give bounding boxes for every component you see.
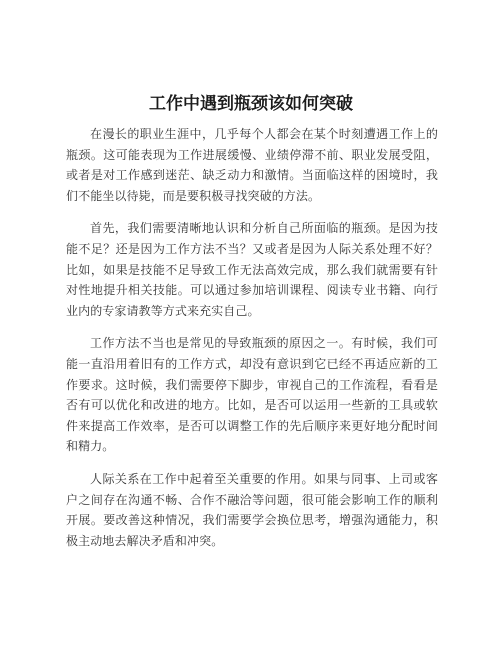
paragraph: 工作方法不当也是常见的导致瓶颈的原因之一。有时候，我们可能一直沿用着旧有的工作方式，却没有意识到它已经不再适应新的工作要求。这时候，我们需要停下脚步，审视自己的工作流程，看看是否有可以优化和改进的地方。比如，是否可以运用一些新的工具或软件来提高工作效率，是否可以调整工作的先后顺序来更好地分配时间和精力。 [66,336,438,454]
paragraph: 在漫长的职业生涯中，几乎每个人都会在某个时刻遭遇工作上的瓶颈。这可能表现为工作进展缓慢、业绩停滞不前、职业发展受阻，或者是对工作感到迷茫、缺乏动力和激情。当面临这样的困境时，我们不能坐以待毙，而是要积极寻找突破的方法。 [66,127,438,203]
document-title: 工作中遇到瓶颈该如何突破 [149,94,353,114]
paragraph: 人际关系在工作中起着至关重要的作用。如果与同事、上司或客户之间存在沟通不畅、合作不融洽等问题，很可能会影响工作的顺利开展。要改善这种情况，我们需要学会换位思考，增强沟通能力，积极主动地去解决矛盾和冲突。 [66,471,438,548]
paragraph: 首先，我们需要清晰地认识和分析自己所面临的瓶颈。是因为技能不足？还是因为工作方法不当？又或者是因为人际关系处理不好？比如，如果是技能不足导致工作无法高效完成，那么我们就需要有针对性地提升相关技能。可以通过参加培训课程、阅读专业书籍、向行业内的专家请教等方式来充实自己。 [66,221,438,318]
document-body [66,124,438,563]
